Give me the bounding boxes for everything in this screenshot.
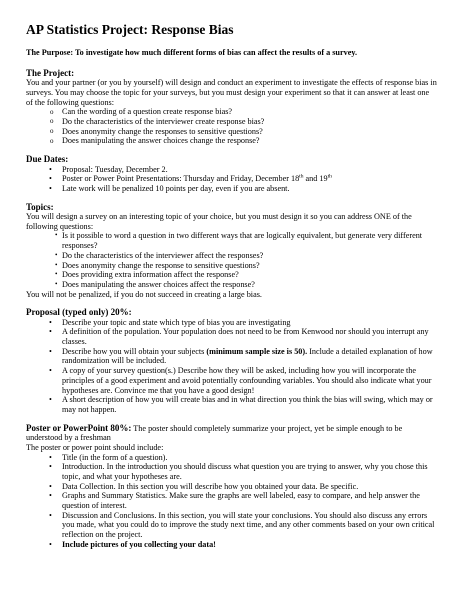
list-item xyxy=(62,540,438,550)
poster-heading-rest: The poster should completely summarize your project, yet be simple enough to be understood by a freshman xyxy=(26,423,403,443)
list-item xyxy=(62,174,438,184)
poster-list xyxy=(26,453,438,550)
list-item: • Title (in the form of a question). xyxy=(62,453,438,463)
ordinal-suffix: th xyxy=(327,173,332,180)
presentation-date-text: Poster or Power Point Presentations: Thursday and Friday, December 18 xyxy=(62,174,300,184)
topics-heading: Topics: xyxy=(26,201,54,212)
proposal-section xyxy=(26,307,438,414)
list-item: • Does manipulating the answer choices affect the response? xyxy=(62,280,438,290)
sample-size-requirement: (minimum sample size is 50). xyxy=(206,346,308,356)
list-item: • Does anonymity change the response to sensitive questions? xyxy=(62,261,438,271)
list-item: • Introduction. In the introduction you should discuss what question you are trying to answer, why you chose this topic, and what your hypotheses are. xyxy=(62,462,438,481)
due-dates-heading: Due Dates: xyxy=(26,153,69,164)
list-item: • A copy of your survey question(s.) Describe how they will be asked, including how you will incorporate the principles of a good experiment and avoid potentially confounding variables. You should also indicate what your hypotheses are. Convince me that you have a good design! xyxy=(62,366,438,395)
list-item: • Does providing extra information affect the response? xyxy=(62,270,438,280)
list-item: • Discussion and Conclusions. In this section, you will state your conclusions. You should also discuss any errors you made, what you could do to improve the study next time, and any other comments based on your own critical reflection on the project. xyxy=(62,511,438,540)
poster-heading-line xyxy=(26,423,438,443)
topics-section xyxy=(26,202,438,300)
purpose-statement: The Purpose: To investigate how much different forms of bias can affect the results of a survey. xyxy=(26,47,358,57)
poster-section xyxy=(26,423,438,550)
list-item: o Does manipulating the answer choices change the response? xyxy=(62,136,438,146)
proposal-list xyxy=(26,318,438,415)
poster-intro: The poster or power point should include: xyxy=(26,442,164,452)
list-item: • Proposal: Tuesday, December 2. xyxy=(62,165,438,175)
list-item: • Data Collection. In this section you will describe how you obtained your data. Be specific. xyxy=(62,482,438,492)
pictures-requirement: Include pictures of you collecting your data! xyxy=(62,539,216,549)
due-dates-list xyxy=(26,165,438,194)
subjects-text: Describe how you will obtain your subjects xyxy=(62,346,207,356)
list-item: o Does anonymity change the responses to sensitive questions? xyxy=(62,127,438,137)
list-item: • Is it possible to word a question in two different ways that are logically equivalent, but generate very different responses? xyxy=(62,231,438,250)
list-item: o Do the characteristics of the interviewer create response bias? xyxy=(62,117,438,127)
proposal-heading: Proposal (typed only) 20%: xyxy=(26,307,132,318)
ordinal-suffix: th xyxy=(299,173,304,180)
list-item: • Graphs and Summary Statistics. Make sure the graphs are well labeled, easy to compare, and help answer the question of interest. xyxy=(62,491,438,510)
list-item: • Do the characteristics of the interviewer affect the responses? xyxy=(62,251,438,261)
topics-outro: You will not be penalized, if you do not succeed in creating a large bias. xyxy=(26,289,262,299)
randomization-text: Include a detailed explanation of how randomization will be included. xyxy=(62,346,433,366)
due-dates-section xyxy=(26,154,438,194)
project-heading: The Project: xyxy=(26,67,75,78)
list-item: • Late work will be penalized 10 points per day, even if you are absent. xyxy=(62,184,438,194)
poster-heading: Poster or PowerPoint 80%: xyxy=(26,422,132,433)
topics-list xyxy=(26,231,438,289)
list-item: o Can the wording of a question create response bias? xyxy=(62,107,438,117)
list-item: • A definition of the population. Your population does not need to be from Kenwood nor should you interrupt any classes. xyxy=(62,327,438,346)
project-intro: You and your partner (or you by yourself) will design and conduct an experiment to investigate the effects of response bias in surveys. You may choose the topic for your surveys, but you must design your experiment so that it can answer at least one of the following questions: xyxy=(26,78,437,107)
document-title: AP Statistics Project: Response Bias xyxy=(26,22,234,37)
list-item: • A short description of how you will create bias and in what direction you think the bias will swing, which may or may not happen. xyxy=(62,395,438,414)
list-item xyxy=(62,347,438,366)
topics-intro: You will design a survey on an interesting topic of your choice, but you must design it so you can address ONE of the following questions: xyxy=(26,212,412,231)
project-section xyxy=(26,68,438,146)
presentation-date-text-2: and 19 xyxy=(303,174,328,184)
project-question-list xyxy=(26,107,438,146)
list-item: • Describe your topic and state which type of bias you are investigating xyxy=(62,318,438,328)
